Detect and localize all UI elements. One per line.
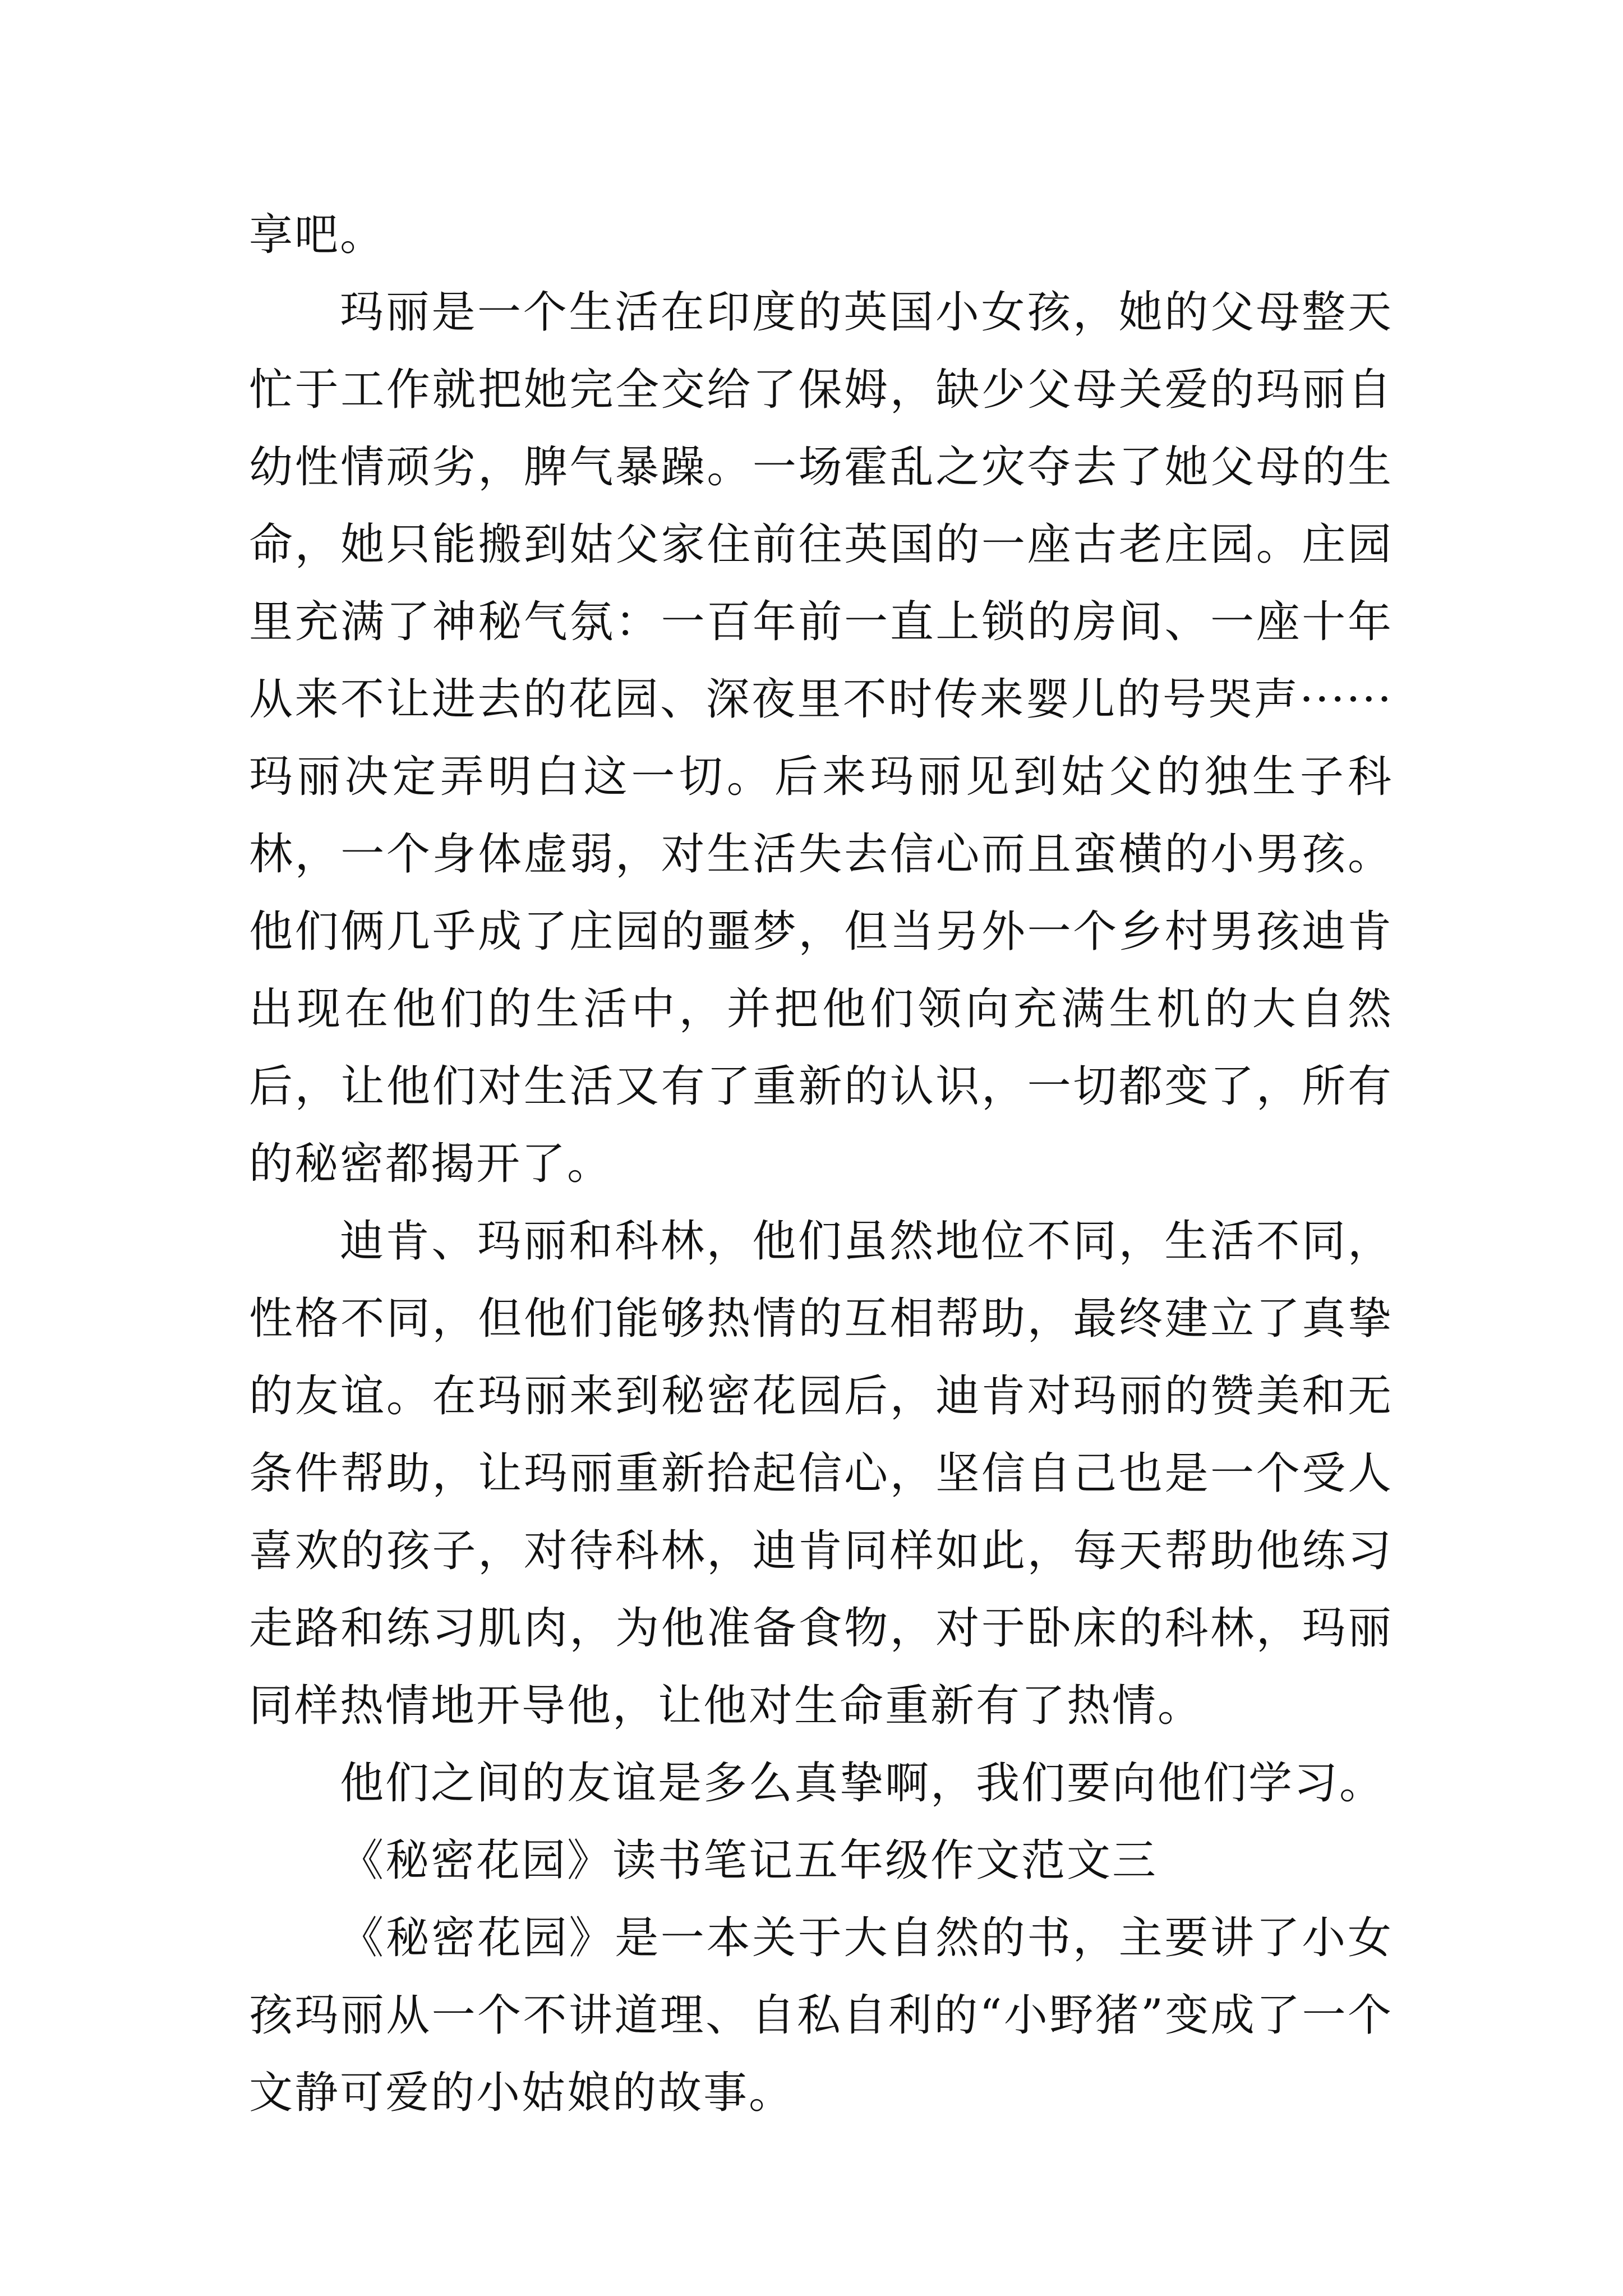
- paragraph-friendship: 迪肯、玛丽和科林，他们虽然地位不同，生活不同，性格不同，但他们能够热情的互相帮助，最终建立了真挚的友谊。在玛丽来到秘密花园后，迪肯对玛丽的赞美和无条件帮助，让玛丽重新拾起信心，坚信自己也是一个受人喜欢的孩子，对待科林，迪肯同样如此，每天帮助他练习走路和练习肌肉，为他准备食物，对于卧床的科林，玛丽同样热情地开导他，让他对生命重新有了热情。: [249, 1216, 1393, 1731]
- paragraph-conclusion: 他们之间的友谊是多么真挚啊，我们要向他们学习。: [340, 1758, 1385, 1809]
- section-heading: 《秘密花园》读书笔记五年级作文范文三: [340, 1835, 1158, 1886]
- paragraph-intro-three: 《秘密花园》是一本关于大自然的书，主要讲了小女孩玛丽从一个不讲道理、自私自利的“小野猪”变成了一个文静可爱的小姑娘的故事。: [249, 1913, 1393, 2118]
- paragraph-story-summary: 玛丽是一个生活在印度的英国小女孩，她的父母整天忙于工作就把她完全交给了保姆，缺少父母关爱的玛丽自幼性情顽劣，脾气暴躁。一场霍乱之灾夺去了她父母的生命，她只能搬到姑父家住前往英国的一座古老庄园。庄园里充满了神秘气氛：一百年前一直上锁的房间、一座十年从来不让进去的花园、深夜里不时传来婴儿的号哭声······玛丽决定弄明白这一切。后来玛丽见到姑父的独生子科林，一个身体虚弱，对生活失去信心而且蛮横的小男孩。他们俩几乎成了庄园的噩梦，但当另外一个乡村男孩迪肯出现在他们的生活中，并把他们领向充满生机的大自然后，让他们对生活又有了重新的认识，一切都变了，所有的秘密都揭开了。: [249, 287, 1393, 1189]
- document-body: [249, 196, 1393, 2132]
- paragraph-continuation: 享吧。: [249, 210, 386, 260]
